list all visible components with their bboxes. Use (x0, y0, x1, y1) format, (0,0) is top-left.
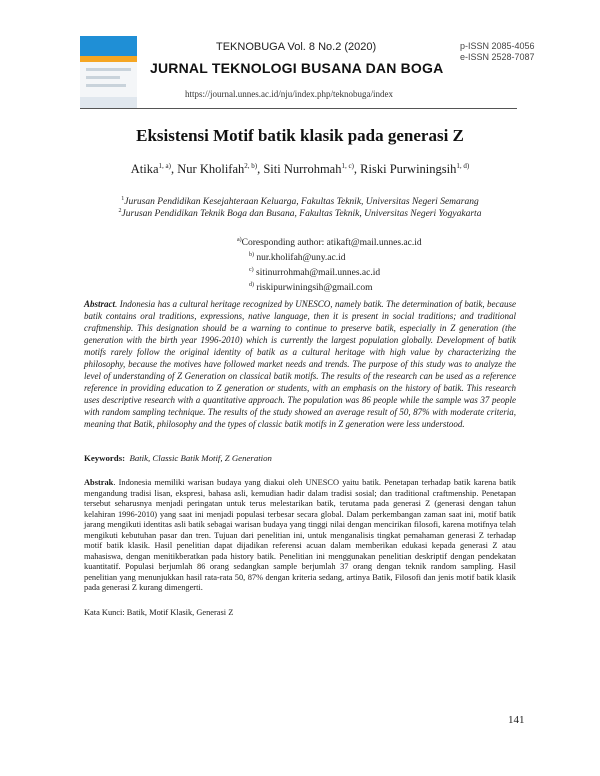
email-list (237, 234, 422, 294)
journal-name: JURNAL TEKNOLOGI BUSANA DAN BOGA (150, 60, 444, 76)
author-list: Atika$^{1, a)}$, Nur Kholifah$^{2, b)}$, Siti Nurrohmah$^{1, c)}$, Riski Purwiningsih$^{1, d)}$ (130, 162, 470, 176)
issn-block (460, 41, 535, 63)
keywords-text: Batik, Classic Batik Motif, Z Generation (129, 453, 272, 463)
abstract-text: . Indonesia has a cultural heritage recognized by UNESCO, namely batik. The determination of batik, because batik contains oral traditions, expressions, native language, then it is present in social traditions; and traditional craftmenship. This designation should be a warning to continue to preserve batik, especially in Z generation (the generation with the birth year 1996-2010) which is currently the largest population globally. Development of batik motifs rarely follow the original identity of batik as a cultural heritage with high value by characterizing the philosophy, because the motives have followed market needs and trends. The purpose of this study was to analyze the level of understanding of Z Generation on classical batik motifs. The results of the research can be used as a reference reference in providing education to Z generation or students, with an emphasis on the history of batik. This research uses descriptive research with a quantitative approach. The population was 86 people while the sample was 37 people with random sampling technique. The results of the study showed an average result of 50, 87% with moderate criteria, meaning that Batik, philosophy and the types of classic batik motifs in Z generation were less understood. (84, 299, 516, 429)
email-item: $^{a)}$Coresponding author: atikaft@mail.unnes.ac.id (237, 237, 422, 248)
author-sup: 1, d) (456, 162, 470, 170)
keywords-label: Keywords: (84, 453, 126, 463)
abstract-label: Abstract (84, 299, 116, 309)
email-item: $^{c)}$ sitinurrohmah@mail.unnes.ac.id (249, 267, 381, 278)
keywords-english (84, 453, 516, 463)
author-name: Nur Kholifah (177, 162, 245, 176)
author-name: Siti Nurrohmah (263, 162, 342, 176)
abstrak-text: . Indonesia memiliki warisan budaya yang diakui oleh UNESCO yaitu batik. Penetapan terhadap batik karena batik mengandung tradisi lisan, ekspresi, bahasa asli, kemudian hadir dalam tradisi sosial; dan traditional craftmenship. Penetapan tersebut seharusnya menjadi peringatan untuk terus melestarikan batik, terutama pada generasi Z (generasi dengan tahun kelahiran 1996-2010) yang saat ini menjadi populasi terbesar secara global. Dalam perkembangan zaman saat ini, motif batik jarang mengikuti identitas asli batik sebagai warisan budaya yang tinggi nilai dengan mencirikan filosofi, karena motifnya telah mengikuti kebutuhan pasar dan tren. Tujuan dari penelitian ini, untuk menganalisis tingkat pemahaman generasi Z terhadap motif batik klasik. Hasil penelitian dapat dijadikan referensi acuan dalam memberikan edukasi kepada generasi Z atau mahasiswa, dengan menitikberatkan pada history batik. Penelitian ini menggunakan penelitian deskriptif dengan pendekatan kuantitatif. Populasi berjumlah 86 orang sedangkan sample berjumlah 37 orang dengan teknik random sampling. Hasil penelitian yang menunjukkan hasil rata-rata 50, 87% dengan kriteria sedang, artinya Batik, Filosofi dan jenis motif batik klasik pada generasi Z kurang dimengerti. (84, 478, 516, 592)
affiliation-2: $^2$Jurusan Pendidikan Teknik Boga dan Busana, Fakultas Teknik, Universitas Negeri Yogyakarta (118, 208, 482, 219)
journal-volume: TEKNOBUGA Vol. 8 No.2 (2020) (216, 41, 377, 53)
author-sup: 1, a) (158, 162, 171, 170)
author-name: Atika (130, 162, 159, 176)
author-sup: 1, c) (341, 162, 354, 170)
abstract-indonesian (84, 478, 516, 594)
journal-cover-thumbnail (80, 36, 137, 109)
journal-url[interactable]: https://journal.unnes.ac.id/nju/index.php/teknobuga/index (185, 89, 393, 99)
keywords-indonesian: Kata Kunci: Batik, Motif Klasik, Generasi Z (84, 608, 234, 617)
page-number: 141 (508, 714, 525, 726)
issn-print: p-ISSN 2085-4056 (460, 41, 535, 51)
abstract-english (84, 298, 516, 430)
author-sup: 2, b) (244, 162, 258, 170)
header-divider (80, 108, 517, 109)
email-item: $^{d)}$ riskipurwiningsih@gmail.com (249, 282, 373, 293)
abstrak-label: Abstrak (84, 478, 114, 487)
email-item: $^{b)}$ nur.kholifah@uny.ac.id (249, 252, 346, 263)
author-name: Riski Purwiningsih (360, 162, 457, 176)
article-title: Eksistensi Motif batik klasik pada generasi Z (136, 126, 464, 145)
issn-online: e-ISSN 2528-7087 (460, 52, 535, 62)
affiliation-1: $^1$Jurusan Pendidikan Kesejahteraan Keluarga, Fakultas Teknik, Universitas Negeri Semarang (121, 196, 479, 207)
